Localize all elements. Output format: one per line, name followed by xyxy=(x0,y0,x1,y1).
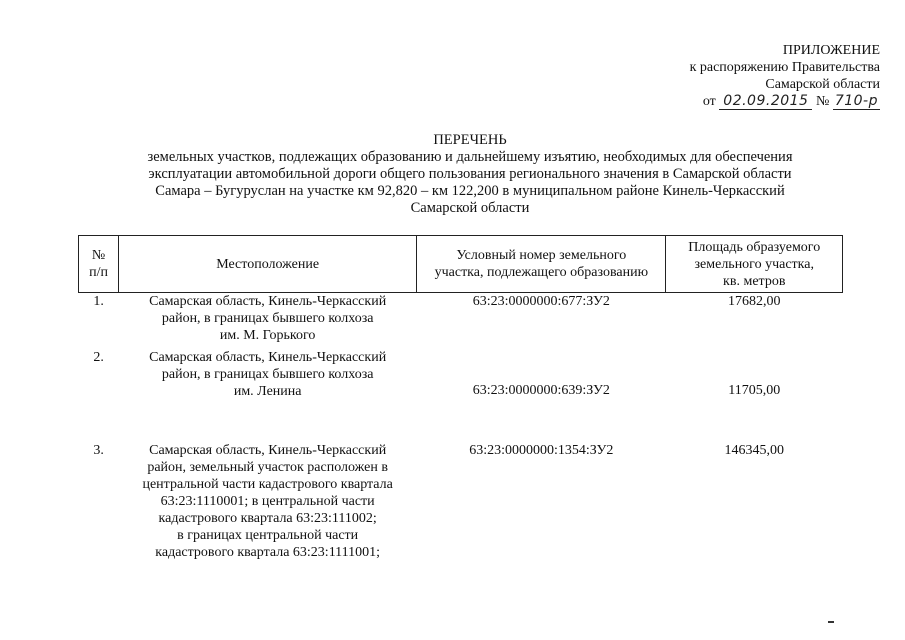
appendix-header xyxy=(560,42,880,110)
handwritten-date: 02.09.2015 xyxy=(719,93,812,110)
number-prefix: № xyxy=(815,94,830,109)
row-location xyxy=(119,349,417,442)
header-area-line-1: Площадь образуемого xyxy=(688,239,821,255)
header-area xyxy=(666,236,843,293)
location-line: Самарская область, Кинель-Черкасский xyxy=(149,294,387,309)
land-plots-table xyxy=(78,235,843,561)
header-area-line-2: земельного участка, xyxy=(694,256,814,272)
header-num-line-1: № xyxy=(91,248,106,263)
row-num: 1. xyxy=(93,294,104,309)
title-line-1: земельных участков, подлежащих образованию и дальнейшему изъятию, необходимых для обеспечения xyxy=(147,149,793,165)
title-line-4: Самарской области xyxy=(410,200,530,216)
table-header-row xyxy=(79,236,843,293)
location-line: 63:23:1110001; в центральной части xyxy=(160,494,375,509)
table-row xyxy=(79,442,843,561)
row-area: 146345,00 xyxy=(724,443,784,458)
appendix-order-ref: к распоряжению Правительства xyxy=(689,60,880,75)
location-line: центральной части кадастрового квартала xyxy=(142,477,393,492)
header-location: Местоположение xyxy=(119,236,417,293)
row-cadastral-number: 63:23:0000000:1354:ЗУ2 xyxy=(469,443,614,458)
header-num-line-2: п/п xyxy=(89,265,108,280)
location-line: район, земельный участок расположен в xyxy=(147,460,388,475)
row-area: 17682,00 xyxy=(727,294,781,309)
location-line: Самарская область, Кинель-Черкасский xyxy=(149,350,387,365)
location-line: им. М. Горького xyxy=(219,328,316,343)
table-row xyxy=(79,293,843,350)
appendix-region: Самарской области xyxy=(765,77,880,92)
header-cadastral-line-2: участка, подлежащего образованию xyxy=(434,265,649,280)
title-line-3: Самара – Бугуруслан на участке км 92,820 – км 122,200 в муниципальном районе Кинель-Черкасский xyxy=(155,183,785,199)
location-line: кадастрового квартала 63:23:1111001; xyxy=(155,545,381,560)
location-line: район, в границах бывшего колхоза xyxy=(161,367,374,382)
appendix-date-line xyxy=(560,93,880,110)
row-location xyxy=(119,293,417,350)
location-line: кадастрового квартала 63:23:111002; xyxy=(158,511,377,526)
location-line: в границах центральной части xyxy=(177,528,359,543)
scan-mark xyxy=(828,621,834,623)
table-row xyxy=(79,349,843,442)
location-line: Самарская область, Кинель-Черкасский xyxy=(149,443,387,458)
location-line: им. Ленина xyxy=(233,384,302,399)
header-num xyxy=(79,236,119,293)
location-line: район, в границах бывшего колхоза xyxy=(161,311,374,326)
date-prefix: от xyxy=(702,94,716,109)
title-heading: ПЕРЕЧЕНЬ xyxy=(433,132,507,148)
appendix-title: ПРИЛОЖЕНИЕ xyxy=(782,43,880,58)
row-num: 2. xyxy=(93,350,104,365)
row-cadastral-number: 63:23:0000000:639:ЗУ2 xyxy=(472,383,610,398)
handwritten-number: 710-р xyxy=(834,93,878,109)
title-line-2: эксплуатации автомобильной дороги общего пользования регионального значения в Самарской области xyxy=(148,166,792,182)
header-cadastral-line-1: Условный номер земельного xyxy=(456,248,627,263)
header-cadastral-number xyxy=(417,236,666,293)
row-location xyxy=(119,442,417,561)
row-area: 11705,00 xyxy=(728,383,781,398)
document-title xyxy=(100,132,840,217)
row-num: 3. xyxy=(93,443,104,458)
row-cadastral-number: 63:23:0000000:677:ЗУ2 xyxy=(472,294,610,309)
header-area-line-3: кв. метров xyxy=(723,273,786,289)
